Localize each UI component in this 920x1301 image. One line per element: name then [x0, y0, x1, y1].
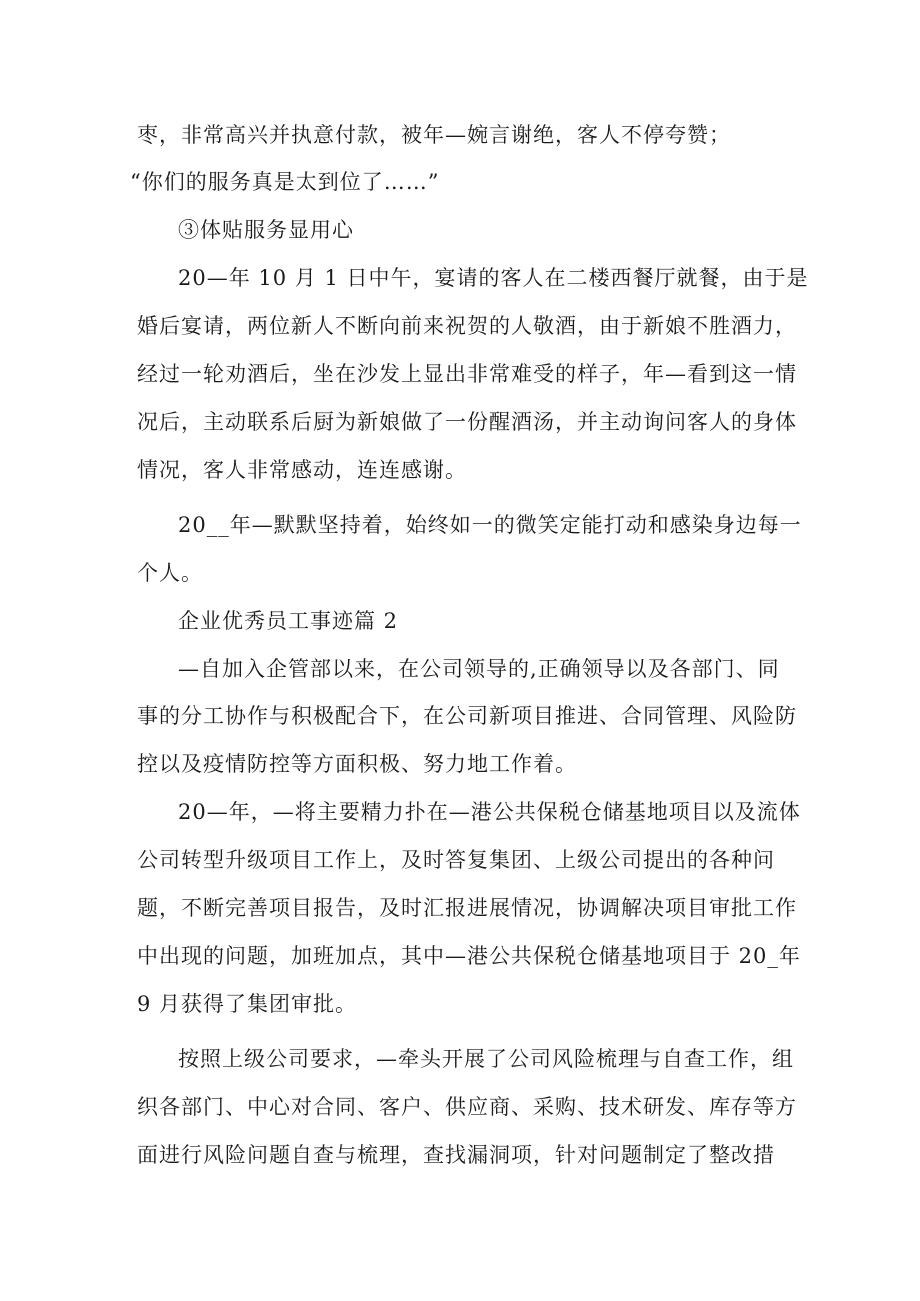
text-line: 个人。 [137, 561, 203, 585]
section-heading: ③体贴服务显用心 [178, 218, 354, 242]
text-line: 中出现的问题，加班加点，其中—港公共保税仓储基地项目于 20_年 [137, 944, 801, 968]
text-line: —自加入企管部以来，在公司领导的,正确领导以及各部门、同 [178, 657, 780, 681]
text-line: 况后，主动联系后厨为新娘做了一份醒酒汤，并主动询问客人的身体 [137, 410, 797, 434]
text-line: 经过一轮劝酒后，坐在沙发上显出非常难受的样子，年—看到这一情 [137, 362, 797, 386]
text-line: “你们的服务真是太到位了……” [130, 170, 440, 194]
text-line: 织各部门、中心对合同、客户、供应商、采购、技术研发、库存等方 [137, 1095, 797, 1119]
section-heading: 企业优秀员工事迹篇 2 [178, 609, 399, 633]
text-line: 婚后宴请，两位新人不断向前来祝贺的人敬酒，由于新娘不胜酒力， [137, 314, 797, 338]
text-line: 20__年—默默坚持着，始终如一的微笑定能打动和感染身边每一 [178, 513, 802, 537]
text-line: 公司转型升级项目工作上，及时答复集团、上级公司提出的各种问 [137, 848, 775, 872]
text-line: 20—年，—将主要精力扑在—港公共保税仓储基地项目以及流体 [178, 800, 801, 824]
text-line: 枣，非常高兴并执意付款，被年—婉言谢绝，客人不停夸赞； [137, 123, 731, 147]
text-line: 情况，客人非常感动，连连感谢。 [137, 458, 467, 482]
text-line: 9 月获得了集团审批。 [137, 992, 358, 1016]
text-line: 面进行风险问题自查与梳理，查找漏洞项，针对问题制定了整改措 [137, 1143, 775, 1167]
text-line: 20—年 10 月 1 日中午，宴请的客人在二楼西餐厅就餐，由于是 [178, 266, 809, 290]
text-line: 按照上级公司要求，—牵头开展了公司风险梳理与自查工作，组 [178, 1047, 794, 1071]
text-line: 题，不断完善项目报告，及时汇报进展情况，协调解决项目审批工作 [137, 896, 797, 920]
text-line: 控以及疫情防控等方面积极、努力地工作着。 [137, 752, 577, 776]
text-line: 事的分工协作与积极配合下，在公司新项目推进、合同管理、风险防 [137, 704, 797, 728]
